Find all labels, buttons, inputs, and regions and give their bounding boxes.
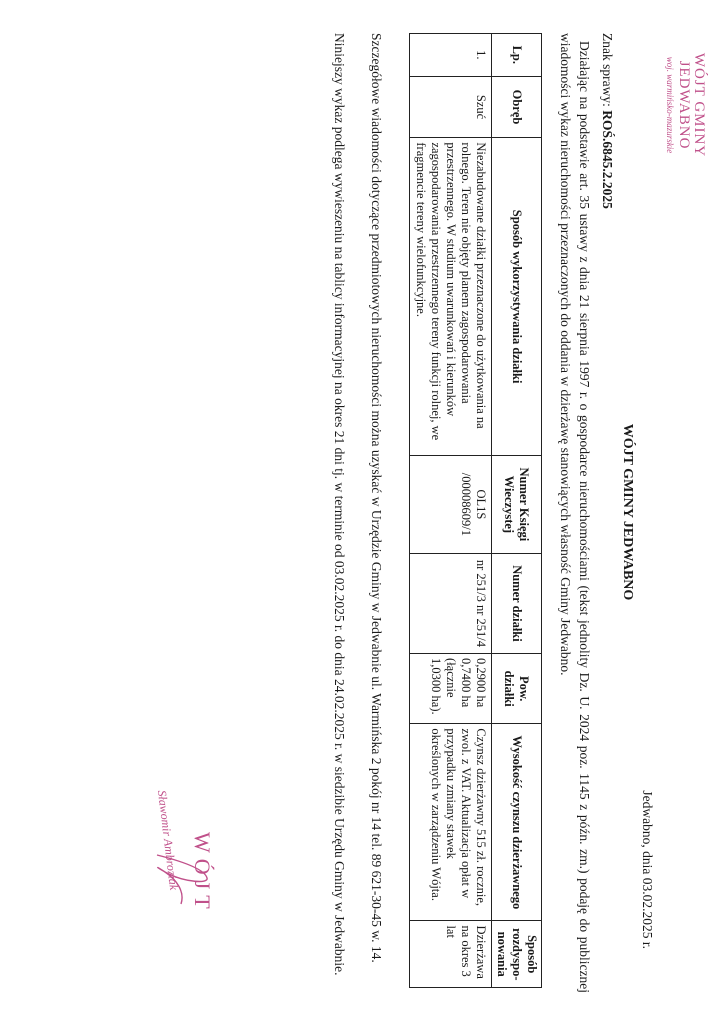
header-obreb: Obręb [492,76,542,138]
case-label: Znak sprawy: [600,33,615,107]
case-number: ROŚ.6845.2.2025 [600,110,615,209]
document-heading: WÓJT GMINY JEDWABNO [620,423,635,601]
header-rozdysponowania: Sposób rozdyspo-nowania [492,921,542,988]
cell-kw: OL1S /00008609/1 [410,455,492,553]
header-nr-dzialki: Numer działki [492,553,542,653]
header-lp: Lp. [492,34,542,77]
signature-scribble-icon [145,800,215,940]
signature-name: Sławomir Ambroziak [154,789,182,891]
office-stamp [665,30,706,180]
header-kw: Numer Księgi Wieczystej [492,455,542,553]
cell-lp: 1. [410,34,492,77]
cell-sposob: Niezabudowane działki przeznaczone do użytkowania na rolnego. Teren nie objęty planem zagospodarowania przestrzennego. W studium uwarunkowań i kierunków zagospodarowania przestrzennego tereny funkcji rolnej, we fragmencie tereny wielofunkcyjne. [410,138,492,455]
posting-paragraph: Niniejszy wykaz podlega wywieszeniu na tablicy informacyjnej na okres 21 dni tj. w terminie od 03.02.2025 r. do dnia 24.02.2025 r. w siedzibie Urzędu Gminy w Jedwabnie. [332,33,347,976]
parcel-table [409,33,542,988]
cell-pow: 0,2900 ha 0,7400 ha (łącznie 1,0300 ha). [410,654,492,724]
place-date: Jedwabno, dnia 03.02.2025 r. [640,790,655,949]
cell-obreb: Szuć [410,76,492,138]
cell-nr-dzialki: nr 251/3 nr 251/4 [410,553,492,653]
intro-paragraph: Działając na podstawie art. 35 ustawy z dnia 21 sierpnia 1997 r. o gospodarce nieruchomościami (tekst jednolity Dz. U. 2024 poz. 1145 z późn. zm.) podaję do publicznej wiadomości wykaz nieruchomości przeznaczonych do oddania w dzierżawę stanowiących własność Gminy Jedwabno. [558,33,592,993]
header-pow: Pow. działki [492,654,542,724]
header-czynsz: Wysokość czynszu dzierżawnego [492,724,542,921]
table-header-row [492,34,542,988]
stamp-line-2: JEDWABNO [676,60,692,150]
signature-stamp [125,790,215,940]
case-reference [599,33,615,209]
cell-rozdysponowania: Dzierżawa na okres 3 lat [410,921,492,988]
stamp-line-1: WÓJT GMINY [691,52,707,158]
stamp-line-3: woj. warmińsko-mazurskie [665,56,675,154]
signature-title: WÓJT [190,832,215,915]
table-row [410,34,492,988]
cell-czynsz: Czynsz dzierżawny 515 zł. rocznie, zwol. z VAT. Aktualizacja opłat w przypadku zmiany stawek określonych w zarządzeniu Wójta. [410,724,492,921]
header-sposob: Sposób wykorzystywania działki [492,138,542,455]
details-paragraph: Szczegółowe wiadomości dotyczące przedmiotowych nieruchomości można uzyskać w Urzędzie Gminy w Jedwabnie ul. Warmińska 2 pokój nr 14 tel. 89 621-30-45 w. 14. [369,33,384,963]
